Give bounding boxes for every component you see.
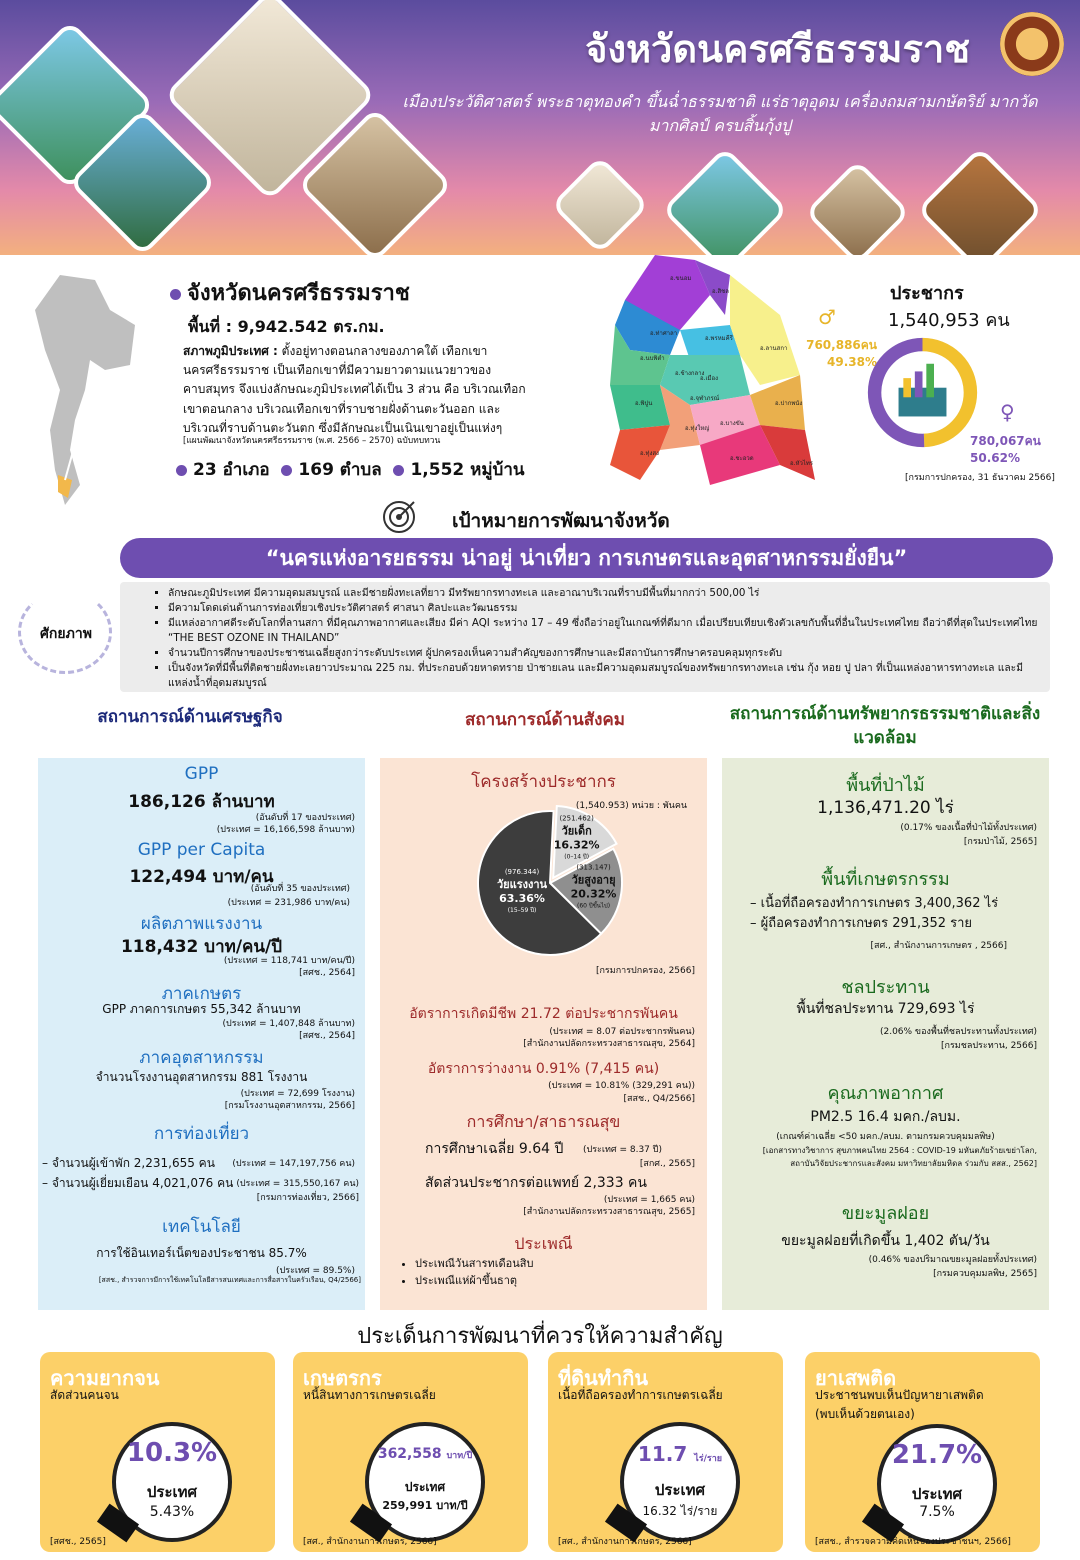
header-banner bbox=[0, 0, 1080, 255]
productivity-country: (ประเทศ = 118,741 บาท/คน/ปี) bbox=[223, 956, 355, 966]
air-source: [เอกสารทางวิชาการ สุขภาพคนไทย 2564 : COVID-19 มหันตภัยร้ายเขย่าโลก, สถาบันวิจัยประชากรและสังคม มหาวิทยาลัยมหิดล ร่วมกับ สสส., 2562] bbox=[762, 1146, 1037, 1168]
tradition-label: ประเพณี bbox=[514, 1234, 573, 1253]
city-wall-photo bbox=[916, 146, 1043, 255]
tourism-visit: – จำนวนผู้เยี่ยมเยือน 4,021,076 คน bbox=[42, 1176, 234, 1190]
district-label: อ.ลานสกา bbox=[760, 345, 788, 352]
tourism-source: [กรมการท่องเที่ยว, 2566] bbox=[256, 1193, 359, 1203]
gppc-country: (ประเทศ = 231,986 บาท/คน) bbox=[227, 898, 350, 908]
issue-card-land bbox=[548, 1352, 783, 1552]
issue-value: 11.7 ไร่/ราย bbox=[637, 1442, 723, 1466]
doc-country: (ประเทศ = 1,665 คน) bbox=[603, 1195, 695, 1205]
tourism-stay: – จำนวนผู้เข้าพัก 2,231,655 คน bbox=[42, 1156, 215, 1170]
pop-source: [กรมการปกครอง, 2566] bbox=[595, 966, 695, 976]
social-heading: สถานการณ์ด้านสังคม bbox=[464, 710, 626, 730]
irrigation-pct: (2.06% ของพื้นที่ชลประทานทั้งประเทศ) bbox=[879, 1027, 1037, 1037]
agri-source: [สศช., 2564] bbox=[299, 1031, 355, 1041]
pop-unit: (1,540.953) หน่วย : พันคน bbox=[575, 801, 687, 811]
vision-banner: “นครแห่งอารยธรรม น่าอยู่ น่าเที่ยว การเกษตรและอุตสาหกรรมยั่งยืน” bbox=[120, 538, 1053, 578]
issue-source: [สสช., สำรวจความคิดเห็นของประชาชนฯ, 2566] bbox=[815, 1537, 1011, 1547]
waste-source: [กรมควบคุมมลพิษ, 2565] bbox=[933, 1269, 1037, 1279]
potential-label: ศักยภาพ bbox=[40, 626, 92, 642]
issue-card-poverty bbox=[40, 1352, 275, 1552]
gppc-value: 122,494 บาท/คน bbox=[129, 867, 274, 887]
air-value: PM2.5 16.4 มคก./ลบม. bbox=[810, 1109, 961, 1125]
pie-category-label: วัยเด็ก bbox=[561, 824, 592, 838]
birth-rate: อัตราการเกิดมีชีพ 21.72 ต่อประชากรพันคน bbox=[409, 1006, 678, 1022]
issue-country-value: 7.5% bbox=[919, 1504, 955, 1520]
gpp-country: (ประเทศ = 16,166,598 ล้านบาท) bbox=[216, 825, 355, 835]
waste-label: ขยะมูลฝอย bbox=[841, 1203, 930, 1224]
district-label: อ.พรหมคีรี bbox=[705, 335, 733, 342]
district-label: อ.หัวไทร bbox=[790, 460, 814, 467]
gppc-label: GPP per Capita bbox=[137, 840, 266, 860]
pie-category-label: วัยสูงอายุ bbox=[571, 873, 616, 887]
tourism-label: การท่องเที่ยว bbox=[153, 1124, 250, 1144]
province-title: จังหวัดนครศรีธรรมราช bbox=[170, 275, 410, 310]
forest-pct: (0.17% ของเนื้อที่ป่าไม้ทั้งประเทศ) bbox=[900, 823, 1037, 833]
industry-country: (ประเทศ = 72,699 โรงงาน) bbox=[240, 1089, 355, 1099]
irrigation-label: ชลประทาน bbox=[841, 977, 930, 998]
pie-age-label: (60 ปีขึ้นไป) bbox=[577, 902, 611, 910]
page-title: จังหวัดนครศรีธรรมราช bbox=[585, 27, 970, 71]
edu-label: การศึกษา/สาธารณสุข bbox=[466, 1112, 621, 1131]
issue-title: ความยากจน bbox=[50, 1366, 160, 1390]
district-label: อ.ทุ่งใหญ่ bbox=[685, 425, 710, 432]
province-area: พื้นที่ : 9,942.542 ตร.กม. bbox=[188, 317, 385, 336]
gppc-rank: (อันดับที่ 35 ของประเทศ) bbox=[250, 884, 350, 894]
edu-source: [สกศ., 2565] bbox=[639, 1159, 695, 1169]
issue-card-farmers bbox=[293, 1352, 528, 1552]
female-icon: ♀ bbox=[1000, 400, 1015, 424]
issue-country-value: 16.32 ไร่/ราย bbox=[642, 1504, 718, 1518]
unemp-country: (ประเทศ = 10.81% (329,291 คน)) bbox=[548, 1081, 695, 1091]
issue-source: [สศ., สำนักงานการเกษตร, 2566] bbox=[558, 1537, 692, 1547]
gpp-rank: (อันดับที่ 17 ของประเทศ) bbox=[255, 813, 355, 823]
district-label: อ.ท่าศาลา bbox=[650, 330, 678, 337]
pie-count-label: (313.147) bbox=[576, 863, 611, 872]
issue-card-drugs bbox=[805, 1352, 1040, 1552]
waste-value: ขยะมูลฝอยที่เกิดขึ้น 1,402 ตัน/วัน bbox=[781, 1233, 990, 1249]
gpp-label: GPP bbox=[184, 764, 219, 784]
tradition-item: • ประเพณีวันสารทเดือนสิบ bbox=[415, 1256, 534, 1273]
district-label: อ.ขนอม bbox=[670, 275, 692, 282]
agri-area: – เนื้อที่ถือครองทำการเกษตร 3,400,362 ไร่ bbox=[750, 896, 999, 911]
potential-item: ▪ เป็นจังหวัดที่มีพื้นที่ติดชายฝั่งทะเลยาวประมาณ 225 กม. ที่ประกอบด้วยหาดทราย ป่าชายเลน และมีความอุดมสมบูรณ์ของทรัพยากรทางทะเล เช่น กุ้ง หอย ปู ปลา ที่เป็นแหล่งอาหารทางทะเล และมีแหล่งน้ำที่อุดมสมบูรณ์ bbox=[168, 661, 1040, 691]
district-map bbox=[600, 255, 820, 490]
district-label: อ.ช้างกลาง bbox=[675, 370, 705, 377]
productivity-source: [สศช., 2564] bbox=[299, 968, 355, 978]
issue-subtitle: สัดส่วนคนจน bbox=[50, 1388, 119, 1402]
page-subtitle: เมืองประวัติศาสตร์ พระธาตุทองคำ ขึ้นฉ่ำธรรมชาติ แร่ธาตุอุดม เครื่องถมสามกษัตริย์ มากวัด มากศิลป์ ครบสิ้นกุ้งปู bbox=[402, 92, 1038, 135]
pie-age-label: (0–14 ปี) bbox=[564, 853, 590, 861]
tech-label: เทคโนโลยี bbox=[162, 1217, 241, 1237]
agri-holders: – ผู้ถือครองทำการเกษตร 291,352 ราย bbox=[750, 916, 973, 931]
issue-source: [สศช., 2565] bbox=[50, 1537, 106, 1547]
district-label: อ.เมือง bbox=[700, 375, 719, 382]
pie-pct-label: 20.32% bbox=[570, 887, 617, 901]
pie-pct-label: 63.36% bbox=[499, 891, 545, 905]
district-label: อ.จุฬาภรณ์ bbox=[690, 395, 720, 402]
buddha-photo bbox=[804, 159, 910, 255]
issue-country-label: ประเทศ bbox=[911, 1485, 963, 1503]
pie-count-label: (976.344) bbox=[504, 867, 540, 876]
doctor-ratio: สัดส่วนประชากรต่อแพทย์ 2,333 คน bbox=[425, 1175, 647, 1191]
population-title: ประชากร bbox=[890, 283, 964, 304]
issue-country-value: 259,991 บาท/ปี bbox=[382, 1499, 468, 1512]
waste-pct: (0.46% ของปริมาณขยะมูลฝอยทั้งประเทศ) bbox=[868, 1255, 1037, 1265]
district-label: อ.ชะอวด bbox=[730, 455, 754, 462]
education-years: การศึกษาเฉลี่ย 9.64 ปี bbox=[425, 1141, 564, 1157]
potential-item: ▪ มีแหล่งอากาศดีระดับโลกที่ลานสกา ที่มีคุณภาพอากาศและเสียง มีค่า AQI ระหว่าง 17 – 49 ซึ่งถือว่าอยู่ในเกณฑ์ที่ดีมาก เมื่อเปรียบเทียบเชิงตัวเลขกับพื้นที่อื่นในประเทศไทย ถือว่าดีที่สุดในประเทศไทย “THE BEST OZONE IN THAILAND” bbox=[168, 616, 1040, 646]
doc-source: [สำนักงานปลัดกระทรวงสาธารณสุข, 2565] bbox=[523, 1207, 695, 1217]
pie-count-label: (251.462) bbox=[559, 814, 594, 823]
agri-country: (ประเทศ = 1,407,848 ล้านบาท) bbox=[222, 1019, 355, 1029]
industry-value: จำนวนโรงงานอุตสาหกรรม 881 โรงงาน bbox=[95, 1070, 308, 1084]
environment-heading: สถานการณ์ด้านทรัพยากรธรรมชาติและสิ่งแวดล้อม bbox=[729, 704, 1041, 748]
productivity-label: ผลิตภาพแรงงาน bbox=[140, 914, 263, 934]
tech-source: [สสช., สำรวจการมีการใช้เทคโนโลยีสารสนเทศและการสื่อสารในครัวเรือน, Q4/2566] bbox=[98, 1276, 361, 1284]
unemployment: อัตราการว่างงาน 0.91% (7,415 คน) bbox=[427, 1061, 660, 1077]
population-pie-chart bbox=[465, 798, 635, 968]
birth-source: [สำนักงานปลัดกระทรวงสาธารณสุข, 2564] bbox=[523, 1039, 695, 1049]
irrigation-value: พื้นที่ชลประทาน 729,693 ไร่ bbox=[796, 1001, 975, 1017]
issue-subtitle: เนื้อที่ถือครองทำการเกษตรเฉลี่ย bbox=[558, 1388, 723, 1402]
district-label: อ.นบพิตำ bbox=[640, 355, 665, 362]
goal-title: เป้าหมายการพัฒนาจังหวัด bbox=[452, 510, 670, 532]
issue-title: ที่ดินทำกิน bbox=[558, 1366, 649, 1390]
tourism-visit-country: (ประเทศ = 315,550,167 คน) bbox=[236, 1179, 359, 1189]
forest-value: 1,136,471.20 ไร่ bbox=[817, 798, 954, 818]
agri-value: GPP ภาคการเกษตร 55,342 ล้านบาท bbox=[102, 1002, 301, 1016]
industry-source: [กรมโรงงานอุตสาหกรรม, 2566] bbox=[224, 1101, 355, 1111]
productivity-value: 118,432 บาท/คน/ปี bbox=[120, 937, 283, 957]
admin-counts bbox=[176, 456, 525, 483]
subdistrict-count: 169 ตำบล bbox=[298, 460, 382, 480]
pie-age-label: (15–59 ปี) bbox=[507, 906, 537, 914]
tech-country: (ประเทศ = 89.5%) bbox=[276, 1266, 355, 1276]
province-seal-icon bbox=[1000, 12, 1064, 76]
agri-label: ภาคเกษตร bbox=[161, 984, 242, 1004]
gpp-value: 186,126 ล้านบาท bbox=[128, 792, 275, 812]
tradition-item: • ประเพณีแห่ผ้าขึ้นธาตุ bbox=[415, 1273, 534, 1290]
district-label: อ.ปากพนัง bbox=[775, 400, 803, 407]
issue-country-label: ประเทศ bbox=[146, 1483, 198, 1501]
village-count: 1,552 หมู่บ้าน bbox=[410, 460, 525, 480]
issues-heading: ประเด็นการพัฒนาที่ควรให้ความสำคัญ bbox=[357, 1324, 723, 1349]
female-stats: 780,067คน 50.62% bbox=[970, 434, 1041, 465]
air-label: คุณภาพอากาศ bbox=[827, 1083, 944, 1104]
potential-item: ▪ ลักษณะภูมิประเทศ มีความอุดมสมบูรณ์ และมีชายฝั่งทะเลที่ยาว มีทรัพยากรทางทะเล และอาณาบริเวณที่ราบมีพื้นที่มากกว่า 500,00 ไร่ bbox=[168, 586, 1040, 601]
district-label: อ.พิปูน bbox=[635, 400, 653, 407]
issue-value: 21.7% bbox=[891, 1440, 983, 1470]
male-stats: 760,886คน 49.38% bbox=[806, 338, 877, 369]
irrigation-source: [กรมชลประทาน, 2566] bbox=[940, 1041, 1037, 1051]
tradition-list bbox=[415, 1256, 534, 1289]
tourism-stay-country: (ประเทศ = 147,197,756 คน) bbox=[232, 1159, 355, 1169]
target-icon bbox=[382, 500, 416, 534]
air-standard: (เกณฑ์ค่าเฉลี่ย <50 มคก./ลบม. ตามกรมควบคุมมลพิษ) bbox=[776, 1132, 995, 1142]
issue-country-label: ประเทศ bbox=[404, 1480, 446, 1494]
gender-donut bbox=[865, 335, 980, 450]
environment-panel bbox=[722, 758, 1049, 1310]
population-source: [กรมการปกครอง, 31 ธันวาคม 2566] bbox=[905, 473, 1055, 483]
issue-title: เกษตรกร bbox=[303, 1366, 382, 1390]
birth-country: (ประเทศ = 8.07 ต่อประชากรพันคน) bbox=[549, 1027, 695, 1037]
district-label: อ.ทุ่งสง bbox=[640, 450, 659, 457]
forest-label: พื้นที่ป่าไม้ bbox=[846, 775, 925, 796]
agri-area-source: [สศ., สำนักงานการเกษตร , 2566] bbox=[870, 941, 1007, 951]
district-count: 23 อำเภอ bbox=[193, 460, 270, 480]
male-icon: ♂ bbox=[818, 305, 836, 329]
issue-value: 362,558 บาท/ปี bbox=[377, 1446, 473, 1462]
issue-country-value: 5.43% bbox=[149, 1504, 195, 1520]
pie-pct-label: 16.32% bbox=[553, 838, 600, 852]
economy-panel bbox=[38, 758, 365, 1310]
forest-source: [กรมป่าไม้, 2565] bbox=[963, 837, 1037, 847]
population-total: 1,540,953 คน bbox=[888, 310, 1010, 331]
beach-photo bbox=[661, 146, 788, 255]
tech-value: การใช้อินเทอร์เน็ตของประชาชน 85.7% bbox=[96, 1246, 307, 1260]
issue-source: [สศ., สำนักงานการเกษตร, 2566] bbox=[303, 1537, 437, 1547]
issue-subtitle: ประชาชนพบเห็นปัญหายาเสพติด (พบเห็นด้วยตนเอง) bbox=[815, 1388, 984, 1421]
unemp-source: [สสช., Q4/2566] bbox=[623, 1094, 695, 1104]
issue-country-label: ประเทศ bbox=[654, 1481, 706, 1499]
industry-label: ภาคอุตสาหกรรม bbox=[139, 1048, 264, 1068]
district-label: อ.สิชล bbox=[712, 288, 729, 295]
potential-list bbox=[120, 582, 1050, 692]
pop-structure-label: โครงสร้างประชากร bbox=[471, 772, 616, 792]
potential-item: ▪ มีความโดดเด่นด้านการท่องเที่ยวเชิงประวัติศาสตร์ ศาสนา ศิลปะและวัฒนธรรม bbox=[168, 601, 1040, 616]
district-label: อ.บางขัน bbox=[720, 420, 744, 427]
potential-item: ▪ จำนวนปีการศึกษาของประชาชนเฉลี่ยสูงกว่าระดับประเทศ ผู้ปกครองเห็นความสำคัญของการศึกษาและมีสถาบันการศึกษาครอบคลุมทุกระดับ bbox=[168, 646, 1040, 661]
white-temple-photo bbox=[551, 156, 650, 255]
issue-subtitle: หนี้สินทางการเกษตรเฉลี่ย bbox=[303, 1388, 436, 1402]
issue-value: 10.3% bbox=[126, 1438, 218, 1468]
geography-text: สภาพภูมิประเทศ : ตั้งอยู่ทางตอนกลางของภาคใต้ เทือกเขานครศรีธรรมราช เป็นเทือกเขาที่มีความยาวตามแนวยาวของคาบสมุทร จึงแบ่งลักษณะภูมิประเทศได้เป็น 3 ส่วน คือ บริเวณเทือกเขาตอนกลาง บริเวณเทือกเขาที่ราบชายฝั่งด้านตะวันออก และบริเวณที่ราบด้านตะวันตก ซึ่งมีลักษณะเป็นเนินเขาอยู่เป็นแห่งๆ bbox=[183, 344, 526, 435]
thailand-map-icon bbox=[20, 270, 140, 510]
geography-source: [แผนพัฒนาจังหวัดนครศรีธรรมราช (พ.ศ. 2566 – 2570) ฉบับทบทวน bbox=[183, 436, 441, 446]
pie-category-label: วัยแรงงาน bbox=[496, 877, 548, 891]
agri-area-label: พื้นที่เกษตรกรรม bbox=[821, 869, 950, 890]
edu-country: (ประเทศ = 8.37 ปี) bbox=[582, 1145, 662, 1155]
social-panel bbox=[380, 758, 707, 1310]
economy-heading: สถานการณ์ด้านเศรษฐกิจ bbox=[97, 707, 283, 727]
issue-title: ยาเสพติด bbox=[815, 1366, 897, 1390]
